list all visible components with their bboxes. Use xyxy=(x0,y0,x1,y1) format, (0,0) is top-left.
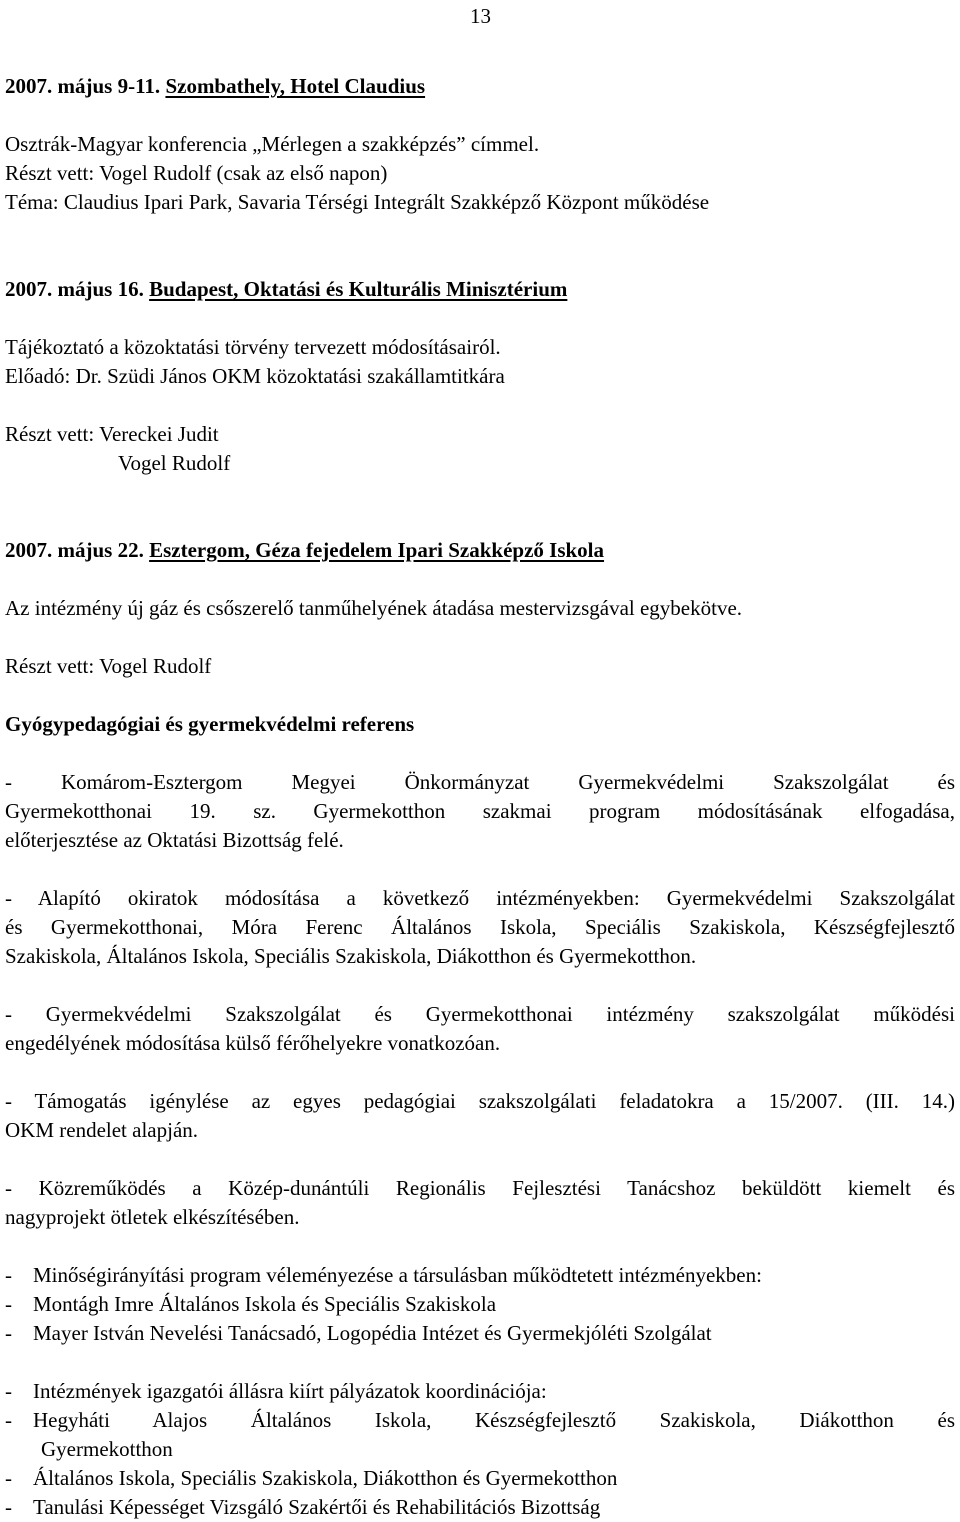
item-g-text-3: Általános Iskola, Speciális Szakiskola, Diákotthon és Gyermekotthon xyxy=(33,1466,618,1490)
event-2-line-1: Tájékoztató a közoktatási törvény tervezett módosításairól. xyxy=(5,335,501,359)
item-f-text-3: Mayer István Nevelési Tanácsadó, Logopédia Intézet és Gyermekjóléti Szolgálat xyxy=(33,1321,712,1345)
event-1-line-2: Részt vett: Vogel Rudolf (csak az első napon) xyxy=(5,161,388,185)
item-g-line-1 xyxy=(5,1377,547,1406)
event-2-place: Budapest, Oktatási és Kulturális Minisztérium xyxy=(149,277,568,301)
event-3-date: 2007. május 22. xyxy=(5,538,144,562)
event-2-date: 2007. május 16. xyxy=(5,277,144,301)
event-1-place: Szombathely, Hotel Claudius xyxy=(165,74,426,98)
event-2-participants-extra: Vogel Rudolf xyxy=(118,451,231,475)
bullet-dash: - xyxy=(5,1263,12,1287)
item-g-line-2 xyxy=(5,1406,955,1435)
item-g-line-2b: Gyermekotthon xyxy=(41,1437,173,1461)
item-g-line-4 xyxy=(5,1493,600,1522)
item-a-line-2: Gyermekotthonai 19. sz. Gyermekotthon szakmai program módosításának elfogadása, xyxy=(5,799,955,823)
item-d-line-1: - Támogatás igénylése az egyes pedagógiai szakszolgálati feladatokra a 15/2007. (III. 14.) xyxy=(5,1089,955,1113)
bullet-dash: - xyxy=(5,1379,12,1403)
bullet-dash: - xyxy=(5,1292,12,1316)
item-e-line-1: - Közreműködés a Közép-dunántúli Regionális Fejlesztési Tanácshoz beküldött kiemelt és xyxy=(5,1176,955,1200)
item-d-line-2: OKM rendelet alapján. xyxy=(5,1118,199,1142)
page-number: 13 xyxy=(470,4,491,28)
event-3-line-1: Az intézmény új gáz és csőszerelő tanműhelyének átadása mestervizsgával egybekötve. xyxy=(5,596,743,620)
bullet-dash: - xyxy=(5,1495,12,1519)
event-2-participants: Részt vett: Vereckei Judit xyxy=(5,422,219,446)
item-g-text-4: Tanulási Képességet Vizsgáló Szakértői és Rehabilitációs Bizottság xyxy=(33,1495,601,1519)
item-f-text-1: Minőségirányítási program véleményezése a társulásban működtetett intézményekben: xyxy=(33,1263,762,1287)
bullet-dash: - xyxy=(5,1321,12,1345)
event-2-heading xyxy=(5,275,567,304)
item-f-line-1 xyxy=(5,1261,762,1290)
event-1-line-3: Téma: Claudius Ipari Park, Savaria Térségi Integrált Szakképző Központ működése xyxy=(5,190,710,214)
bullet-dash: - xyxy=(5,1466,12,1490)
event-3-place: Esztergom, Géza fejedelem Ipari Szakképző Iskola xyxy=(149,538,605,562)
item-b-line-3: Szakiskola, Általános Iskola, Speciális Szakiskola, Diákotthon és Gyermekotthon. xyxy=(5,944,697,968)
item-f-line-2 xyxy=(5,1290,496,1319)
bullet-dash: - xyxy=(5,1408,12,1432)
item-b-line-1: - Alapító okiratok módosítása a következő intézményekben: Gyermekvédelmi Szakszolgálat xyxy=(5,886,955,910)
item-g-text-1: Intézmények igazgatói állásra kiírt pályázatok koordinációja: xyxy=(33,1379,547,1403)
item-c-line-2: engedélyének módosítása külső férőhelyekre vonatkozóan. xyxy=(5,1031,501,1055)
event-3-heading xyxy=(5,536,604,565)
item-f-line-3 xyxy=(5,1319,712,1348)
event-1-line-1: Osztrák-Magyar konferencia „Mérlegen a szakképzés” címmel. xyxy=(5,132,540,156)
item-b-line-2: és Gyermekotthonai, Móra Ferenc Általános Iskola, Speciális Szakiskola, Készségfejlesztő xyxy=(5,915,955,939)
event-2-line-2: Előadó: Dr. Szüdi János OKM közoktatási szakállamtitkára xyxy=(5,364,505,388)
event-1-heading xyxy=(5,72,425,101)
item-c-line-1: - Gyermekvédelmi Szakszolgálat és Gyermekotthonai intézmény szakszolgálat működési xyxy=(5,1002,955,1026)
event-3-line-2: Részt vett: Vogel Rudolf xyxy=(5,654,212,678)
item-a-line-1: - Komárom-Esztergom Megyei Önkormányzat Gyermekvédelmi Szakszolgálat és xyxy=(5,770,955,794)
item-e-line-2: nagyprojekt ötletek elkészítésében. xyxy=(5,1205,300,1229)
event-1-date: 2007. május 9-11. xyxy=(5,74,161,98)
item-f-text-2: Montágh Imre Általános Iskola és Speciális Szakiskola xyxy=(33,1292,497,1316)
section-title: Gyógypedagógiai és gyermekvédelmi referens xyxy=(5,712,415,736)
item-g-text-2: Hegyháti Alajos Általános Iskola, Készségfejlesztő Szakiskola, Diákotthon és xyxy=(33,1408,955,1432)
item-a-line-3: előterjesztése az Oktatási Bizottság felé. xyxy=(5,828,344,852)
item-g-line-3 xyxy=(5,1464,617,1493)
